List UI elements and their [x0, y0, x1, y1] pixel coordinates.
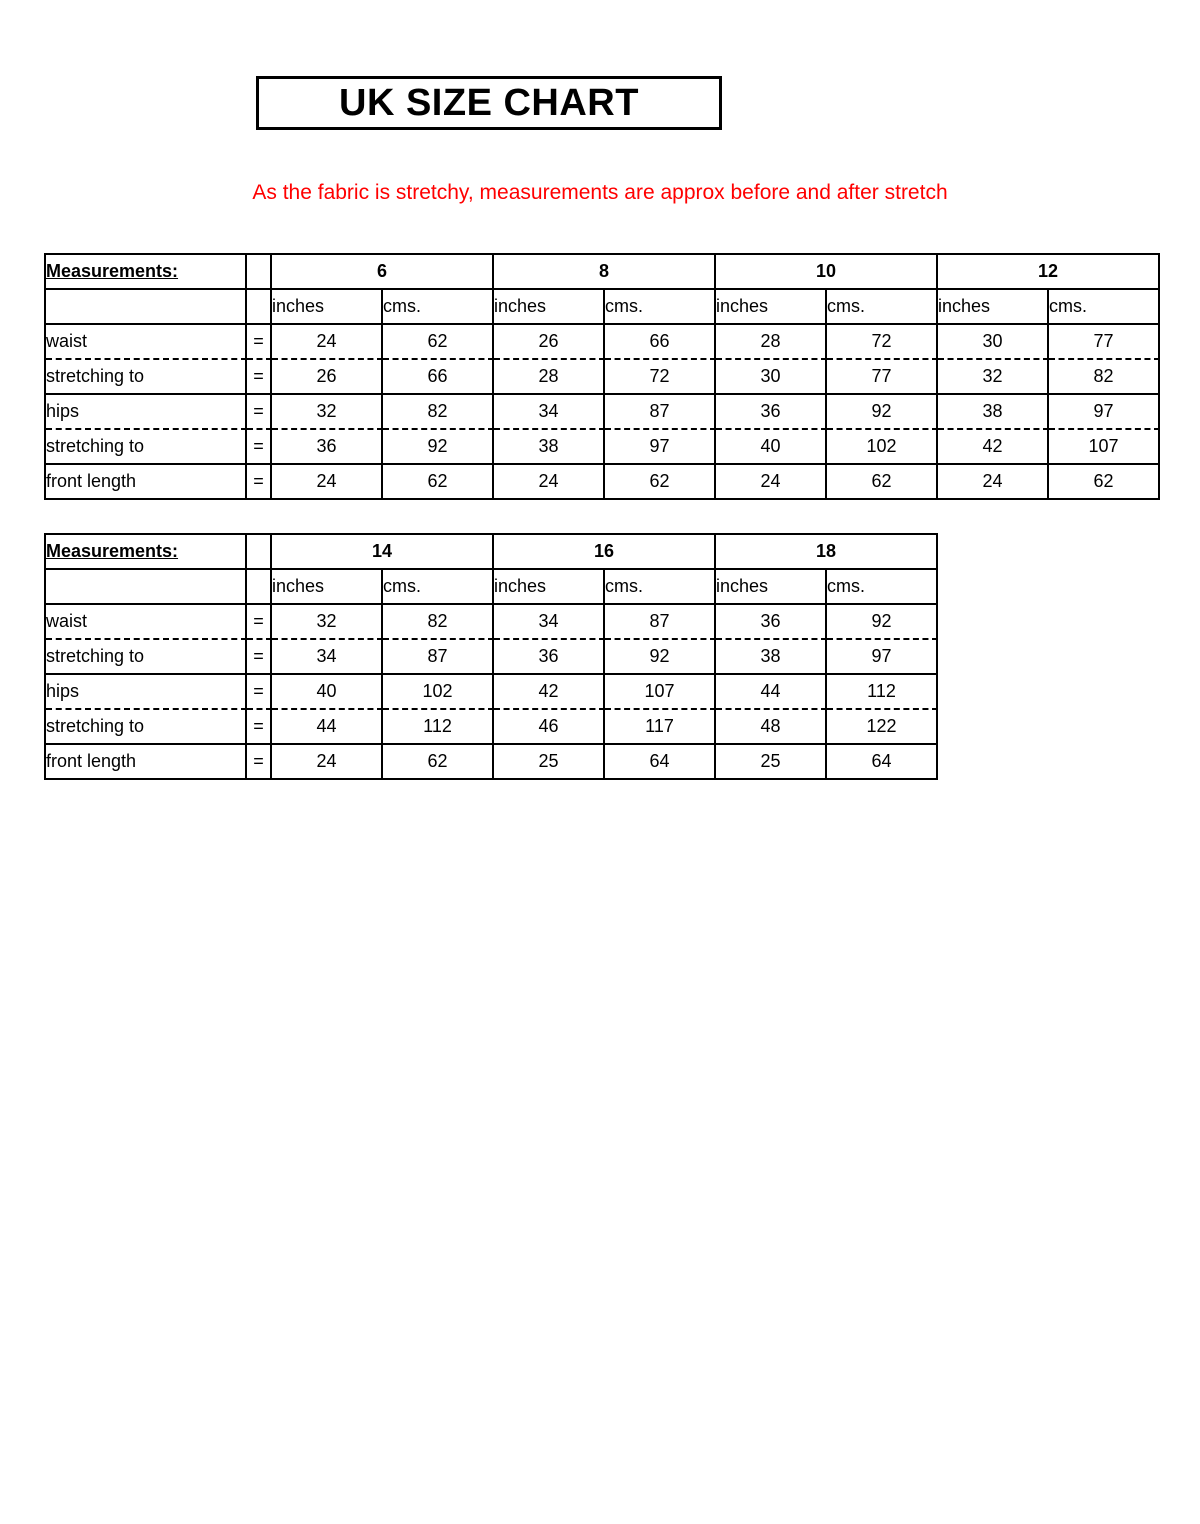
empty-cell [46, 570, 247, 605]
measurement-row [46, 395, 1160, 430]
measurement-value: 30 [938, 325, 1049, 360]
measurement-value: 107 [605, 675, 716, 710]
measurement-value: 42 [494, 675, 605, 710]
measurement-value: 62 [1049, 465, 1160, 500]
measurement-value: 77 [827, 360, 938, 395]
measurement-value: 112 [827, 675, 938, 710]
row-label: waist [46, 605, 247, 640]
measurement-value: 24 [716, 465, 827, 500]
equals-sign: = [247, 325, 272, 360]
measurement-value: 34 [272, 640, 383, 675]
measurement-value: 44 [716, 675, 827, 710]
unit-header-cms: cms. [383, 570, 494, 605]
unit-header-row [46, 570, 938, 605]
measurement-value: 102 [827, 430, 938, 465]
measurement-value: 36 [272, 430, 383, 465]
unit-header-cms: cms. [383, 290, 494, 325]
size-header-16: 16 [494, 535, 716, 570]
measurement-value: 34 [494, 395, 605, 430]
measurement-value: 92 [383, 430, 494, 465]
empty-cell [247, 535, 272, 570]
measurement-value: 24 [938, 465, 1049, 500]
measurement-value: 36 [494, 640, 605, 675]
empty-cell [247, 255, 272, 290]
measurement-value: 87 [383, 640, 494, 675]
measurement-value: 44 [272, 710, 383, 745]
measurement-row [46, 325, 1160, 360]
stretch-note: As the fabric is stretchy, measurements are approx before and after stretch [252, 181, 948, 204]
measurement-value: 102 [383, 675, 494, 710]
measurement-value: 97 [605, 430, 716, 465]
measurement-value: 46 [494, 710, 605, 745]
measurement-value: 28 [716, 325, 827, 360]
equals-sign: = [247, 675, 272, 710]
measurement-value: 40 [272, 675, 383, 710]
measurement-value: 38 [716, 640, 827, 675]
measurement-value: 82 [383, 605, 494, 640]
measurement-value: 64 [827, 745, 938, 780]
measurement-value: 36 [716, 395, 827, 430]
size-header-14: 14 [272, 535, 494, 570]
unit-header-inches: inches [272, 570, 383, 605]
equals-sign: = [247, 710, 272, 745]
measurement-value: 97 [1049, 395, 1160, 430]
measurement-row [46, 745, 938, 780]
measurement-value: 107 [1049, 430, 1160, 465]
equals-sign: = [247, 465, 272, 500]
measurement-value: 64 [605, 745, 716, 780]
measurement-row [46, 465, 1160, 500]
size-header-row [46, 535, 938, 570]
unit-header-cms: cms. [827, 570, 938, 605]
size-table-14-18 [44, 533, 938, 780]
measurement-value: 26 [494, 325, 605, 360]
measurement-value: 25 [716, 745, 827, 780]
measurement-value: 32 [938, 360, 1049, 395]
measurement-value: 24 [272, 745, 383, 780]
unit-header-inches: inches [716, 570, 827, 605]
unit-header-row [46, 290, 1160, 325]
measurement-value: 92 [605, 640, 716, 675]
measurements-label: Measurements: [46, 255, 247, 290]
row-label: stretching to [46, 710, 247, 745]
measurement-value: 62 [383, 325, 494, 360]
measurement-value: 77 [1049, 325, 1160, 360]
equals-sign: = [247, 605, 272, 640]
measurement-value: 26 [272, 360, 383, 395]
row-label: waist [46, 325, 247, 360]
measurement-value: 32 [272, 395, 383, 430]
unit-header-inches: inches [494, 570, 605, 605]
equals-sign: = [247, 430, 272, 465]
measurement-value: 62 [827, 465, 938, 500]
unit-header-cms: cms. [827, 290, 938, 325]
equals-sign: = [247, 360, 272, 395]
measurement-value: 62 [383, 465, 494, 500]
measurement-row [46, 605, 938, 640]
measurement-value: 112 [383, 710, 494, 745]
measurement-value: 87 [605, 605, 716, 640]
size-header-8: 8 [494, 255, 716, 290]
unit-header-inches: inches [494, 290, 605, 325]
title-box [256, 76, 722, 130]
equals-sign: = [247, 395, 272, 430]
size-header-row [46, 255, 1160, 290]
measurement-value: 24 [494, 465, 605, 500]
size-header-18: 18 [716, 535, 938, 570]
size-header-6: 6 [272, 255, 494, 290]
measurement-value: 24 [272, 465, 383, 500]
row-label: front length [46, 465, 247, 500]
equals-sign: = [247, 640, 272, 675]
row-label: stretching to [46, 430, 247, 465]
measurement-value: 92 [827, 605, 938, 640]
unit-header-cms: cms. [605, 570, 716, 605]
measurement-value: 62 [383, 745, 494, 780]
measurement-value: 25 [494, 745, 605, 780]
unit-header-inches: inches [716, 290, 827, 325]
measurements-label: Measurements: [46, 535, 247, 570]
measurement-value: 34 [494, 605, 605, 640]
size-table-6-12 [44, 253, 1160, 500]
measurement-value: 117 [605, 710, 716, 745]
unit-header-inches: inches [272, 290, 383, 325]
measurement-row [46, 675, 938, 710]
measurement-value: 122 [827, 710, 938, 745]
row-label: front length [46, 745, 247, 780]
page-title: UK SIZE CHART [339, 81, 639, 124]
measurement-value: 92 [827, 395, 938, 430]
empty-cell [247, 570, 272, 605]
measurement-value: 82 [383, 395, 494, 430]
measurement-value: 48 [716, 710, 827, 745]
measurement-value: 32 [272, 605, 383, 640]
measurement-row [46, 640, 938, 675]
measurement-value: 97 [827, 640, 938, 675]
measurement-value: 66 [383, 360, 494, 395]
measurement-value: 72 [605, 360, 716, 395]
empty-cell [247, 290, 272, 325]
measurement-value: 87 [605, 395, 716, 430]
measurement-value: 40 [716, 430, 827, 465]
unit-header-inches: inches [938, 290, 1049, 325]
row-label: stretching to [46, 360, 247, 395]
measurement-value: 28 [494, 360, 605, 395]
size-header-10: 10 [716, 255, 938, 290]
unit-header-cms: cms. [1049, 290, 1160, 325]
unit-header-cms: cms. [605, 290, 716, 325]
measurement-value: 24 [272, 325, 383, 360]
measurement-value: 38 [938, 395, 1049, 430]
measurement-value: 62 [605, 465, 716, 500]
measurement-row [46, 360, 1160, 395]
row-label: stretching to [46, 640, 247, 675]
measurement-value: 42 [938, 430, 1049, 465]
measurement-row [46, 710, 938, 745]
empty-cell [46, 290, 247, 325]
measurement-value: 82 [1049, 360, 1160, 395]
measurement-value: 30 [716, 360, 827, 395]
measurement-value: 66 [605, 325, 716, 360]
size-header-12: 12 [938, 255, 1160, 290]
row-label: hips [46, 675, 247, 710]
measurement-value: 36 [716, 605, 827, 640]
measurement-row [46, 430, 1160, 465]
measurement-value: 38 [494, 430, 605, 465]
equals-sign: = [247, 745, 272, 780]
measurement-value: 72 [827, 325, 938, 360]
row-label: hips [46, 395, 247, 430]
